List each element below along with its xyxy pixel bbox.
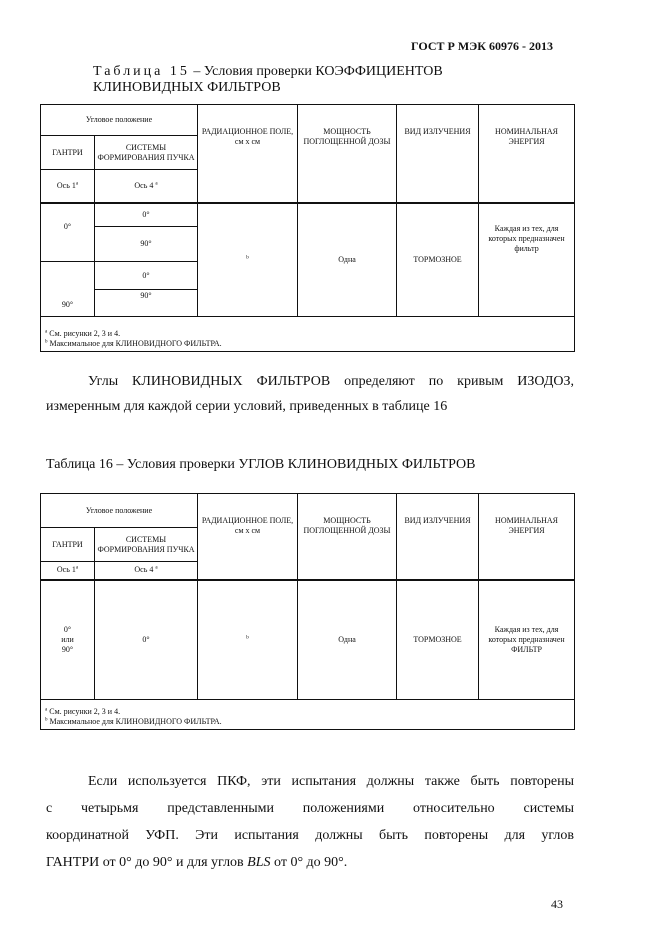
footnote-mark-b: b bbox=[45, 717, 48, 723]
field-units-label: см х см bbox=[234, 526, 261, 535]
beam-cell: 0° bbox=[95, 203, 198, 227]
paragraph-line: координатной УФП. Эти испытания должны быть повторены для углов bbox=[46, 828, 574, 843]
beam-cell: 0° bbox=[95, 580, 198, 700]
paragraph-line: измеренным для каждой серии условий, приведенных в таблице 16 bbox=[46, 399, 448, 414]
note-b: Максимальное для КЛИНОВИДНОГО ФИЛЬТРА. bbox=[47, 339, 222, 348]
gantry-value: 0° bbox=[63, 624, 72, 634]
note-b: Максимальное для КЛИНОВИДНОГО ФИЛЬТРА. bbox=[47, 717, 222, 726]
note-a: См. рисунки 2, 3 и 4. bbox=[47, 329, 121, 338]
table15-notes bbox=[41, 317, 575, 352]
paragraph-line: ГАНТРИ от 0° до 90° и для углов bbox=[46, 855, 248, 870]
paragraph-line: с четырьмя представленными положениями относительно системы bbox=[46, 801, 574, 816]
paragraph-pkf bbox=[46, 768, 574, 876]
footnote-mark-a: a bbox=[75, 565, 79, 571]
table16-caption: Таблица 16 – Условия проверки УГЛОВ КЛИНОВИДНЫХ ФИЛЬТРОВ bbox=[46, 457, 476, 472]
radiation-field-label: РАДИАЦИОННОЕ ПОЛЕ, bbox=[201, 516, 294, 525]
gantry-header: ГАНТРИ bbox=[41, 136, 95, 170]
note-a: См. рисунки 2, 3 и 4. bbox=[47, 707, 121, 716]
footnote-mark-a: a bbox=[155, 565, 158, 571]
energy-cell: Каждая из тех, для которых предназначен фильтр bbox=[479, 203, 575, 317]
radiation-field-header bbox=[198, 105, 298, 203]
table15-caption bbox=[93, 64, 443, 96]
axis1-header bbox=[41, 170, 95, 203]
table15-caption-text: – Условия проверки КОЭФФИЦИЕНТОВ bbox=[189, 64, 443, 79]
page-number: 43 bbox=[551, 897, 563, 911]
table15-caption-line2: КЛИНОВИДНЫХ ФИЛЬТРОВ bbox=[93, 80, 281, 95]
paragraph-line: от 0° до 90°. bbox=[270, 855, 348, 870]
field-cell bbox=[198, 203, 298, 317]
angular-position-header: Угловое положение bbox=[41, 494, 198, 528]
gantry-value: 90° bbox=[61, 644, 74, 654]
dose-cell: Одна bbox=[298, 203, 397, 317]
axis1-label: Ось 1 bbox=[56, 180, 76, 190]
radiation-field-header bbox=[198, 494, 298, 580]
nominal-energy-header: НОМИНАЛЬНАЯ ЭНЕРГИЯ bbox=[479, 105, 575, 203]
radiation-type-header: ВИД ИЗЛУЧЕНИЯ bbox=[397, 494, 479, 580]
dose-cell: Одна bbox=[298, 580, 397, 700]
beam-cell: 90° bbox=[95, 290, 198, 317]
footnote-mark-a: a bbox=[45, 707, 48, 713]
energy-cell: Каждая из тех, для которых предназначен ФИЛЬТР bbox=[479, 580, 575, 700]
table15 bbox=[40, 104, 575, 352]
gantry-cell: 0° bbox=[41, 203, 95, 262]
gantry-header: ГАНТРИ bbox=[41, 528, 95, 562]
gantry-cell bbox=[41, 580, 95, 700]
angular-position-header: Угловое положение bbox=[41, 105, 198, 136]
footnote-mark-b: b bbox=[246, 255, 249, 261]
axis4-header bbox=[95, 562, 198, 580]
footnote-mark-a: a bbox=[155, 181, 158, 187]
axis4-header bbox=[95, 170, 198, 203]
nominal-energy-header: НОМИНАЛЬНАЯ ЭНЕРГИЯ bbox=[479, 494, 575, 580]
paragraph-line: Углы КЛИНОВИДНЫХ ФИЛЬТРОВ определяют по кривым ИЗОДОЗ, bbox=[88, 374, 574, 389]
axis4-label: Ось 4 bbox=[134, 180, 154, 190]
radiation-type-header: ВИД ИЗЛУЧЕНИЯ bbox=[397, 105, 479, 203]
beam-system-header: СИСТЕМЫ ФОРМИРОВАНИЯ ПУЧКА bbox=[95, 528, 198, 562]
field-cell bbox=[198, 580, 298, 700]
table16 bbox=[40, 493, 575, 730]
type-cell: ТОРМОЗНОЕ bbox=[397, 203, 479, 317]
table15-caption-label: Таблица 15 bbox=[93, 64, 190, 79]
type-cell: ТОРМОЗНОЕ bbox=[397, 580, 479, 700]
dose-rate-header: МОЩНОСТЬ ПОГЛОЩЕННОЙ ДОЗЫ bbox=[298, 105, 397, 203]
footnote-mark-a: a bbox=[75, 181, 79, 187]
table16-notes bbox=[41, 700, 575, 730]
radiation-field-label: РАДИАЦИОННОЕ ПОЛЕ, bbox=[201, 127, 294, 136]
beam-cell: 0° bbox=[95, 262, 198, 290]
axis1-label: Ось 1 bbox=[56, 565, 76, 575]
field-units-label: см х см bbox=[234, 137, 261, 146]
beam-system-header: СИСТЕМЫ ФОРМИРОВАНИЯ ПУЧКА bbox=[95, 136, 198, 170]
gantry-or: или bbox=[61, 634, 74, 644]
standard-header: ГОСТ Р МЭК 60976 - 2013 bbox=[411, 39, 553, 53]
dose-rate-header: МОЩНОСТЬ ПОГЛОЩЕННОЙ ДОЗЫ bbox=[298, 494, 397, 580]
footnote-mark-b: b bbox=[246, 635, 249, 641]
gantry-cell: 90° bbox=[41, 262, 95, 317]
beam-cell: 90° bbox=[95, 227, 198, 262]
paragraph-line: Если используется ПКФ, эти испытания должны также быть повторены bbox=[88, 774, 574, 789]
bls-term: BLS bbox=[247, 855, 271, 870]
paragraph-wedge-angles bbox=[46, 369, 574, 419]
footnote-mark-a: a bbox=[45, 329, 48, 335]
footnote-mark-b: b bbox=[45, 339, 48, 345]
axis4-label: Ось 4 bbox=[134, 565, 154, 575]
axis1-header bbox=[41, 562, 95, 580]
